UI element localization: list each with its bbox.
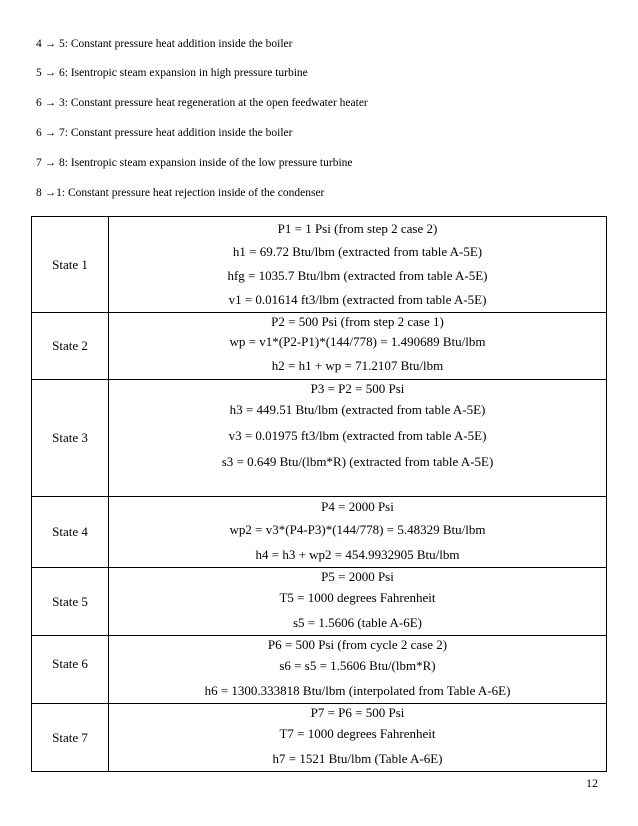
table-row: [32, 380, 607, 497]
property-line: h3 = 449.51 Btu/lbm (extracted from table A-5E): [229, 402, 486, 417]
state-label: State 2: [32, 313, 109, 380]
property-line: wp2 = v3*(P4-P3)*(144/778) = 5.48329 Btu/lbm: [229, 522, 486, 537]
process-5-6: 5 → 6: Isentropic steam expansion in high pressure turbine: [36, 67, 308, 79]
state-label: State 5: [32, 568, 109, 636]
state-label: State 7: [32, 704, 109, 772]
process-7-8: 7 → 8: Isentropic steam expansion inside of the low pressure turbine: [36, 157, 353, 169]
state-label: State 6: [32, 636, 109, 704]
property-line: P3 = P2 = 500 Psi: [310, 381, 405, 396]
page-number: 12: [586, 776, 598, 790]
table-row: [32, 636, 607, 704]
state-properties: [109, 636, 607, 704]
property-line: v3 = 0.01975 ft3/lbm (extracted from table A-5E): [228, 428, 487, 443]
property-line: P6 = 500 Psi (from cycle 2 case 2): [267, 637, 448, 652]
property-line: h1 = 69.72 Btu/lbm (extracted from table A-5E): [232, 244, 483, 259]
state-properties: [109, 313, 607, 380]
property-line: P5 = 2000 Psi: [321, 569, 394, 584]
property-line: T7 = 1000 degrees Fahrenheit: [279, 726, 436, 741]
property-line: hfg = 1035.7 Btu/lbm (extracted from table A-5E): [227, 268, 488, 283]
property-line: s6 = s5 = 1.5606 Btu/(lbm*R): [279, 658, 436, 673]
state-properties: [109, 217, 607, 313]
table-row: [32, 313, 607, 380]
property-line: P2 = 500 Psi (from step 2 case 1): [271, 314, 444, 329]
state-properties: [109, 704, 607, 772]
state-properties-table: [31, 216, 607, 772]
property-line: v1 = 0.01614 ft3/lbm (extracted from table A-5E): [228, 292, 487, 307]
state-properties: [109, 497, 607, 568]
table-row: [32, 568, 607, 636]
property-line: P7 = P6 = 500 Psi: [310, 705, 405, 720]
process-6-3: 6 → 3: Constant pressure heat regeneration at the open feedwater heater: [36, 97, 368, 109]
process-4-5: 4 → 5: Constant pressure heat addition inside the boiler: [36, 38, 293, 50]
property-line: s3 = 0.649 Btu/(lbm*R) (extracted from table A-5E): [221, 454, 494, 469]
state-label: State 4: [32, 497, 109, 568]
property-line: P1 = 1 Psi (from step 2 case 2): [277, 221, 438, 236]
table-row: [32, 217, 607, 313]
property-line: h6 = 1300.333818 Btu/lbm (interpolated from Table A-6E): [204, 683, 511, 698]
property-line: P4 = 2000 Psi: [321, 499, 394, 514]
property-line: h4 = h3 + wp2 = 454.9932905 Btu/lbm: [255, 547, 460, 562]
state-properties: [109, 380, 607, 497]
table-row: [32, 704, 607, 772]
process-8-1: 8 →1: Constant pressure heat rejection inside of the condenser: [36, 187, 325, 199]
property-line: T5 = 1000 degrees Fahrenheit: [279, 590, 436, 605]
property-line: s5 = 1.5606 (table A-6E): [292, 615, 422, 630]
state-label: State 3: [32, 380, 109, 497]
property-line: wp = v1*(P2-P1)*(144/778) = 1.490689 Btu/lbm: [229, 334, 486, 349]
state-label: State 1: [32, 217, 109, 313]
property-line: h7 = 1521 Btu/lbm (Table A-6E): [272, 751, 443, 766]
state-properties: [109, 568, 607, 636]
property-line: h2 = h1 + wp = 71.2107 Btu/lbm: [271, 358, 444, 373]
process-6-7: 6 → 7: Constant pressure heat addition inside the boiler: [36, 127, 293, 139]
table-row: [32, 497, 607, 568]
